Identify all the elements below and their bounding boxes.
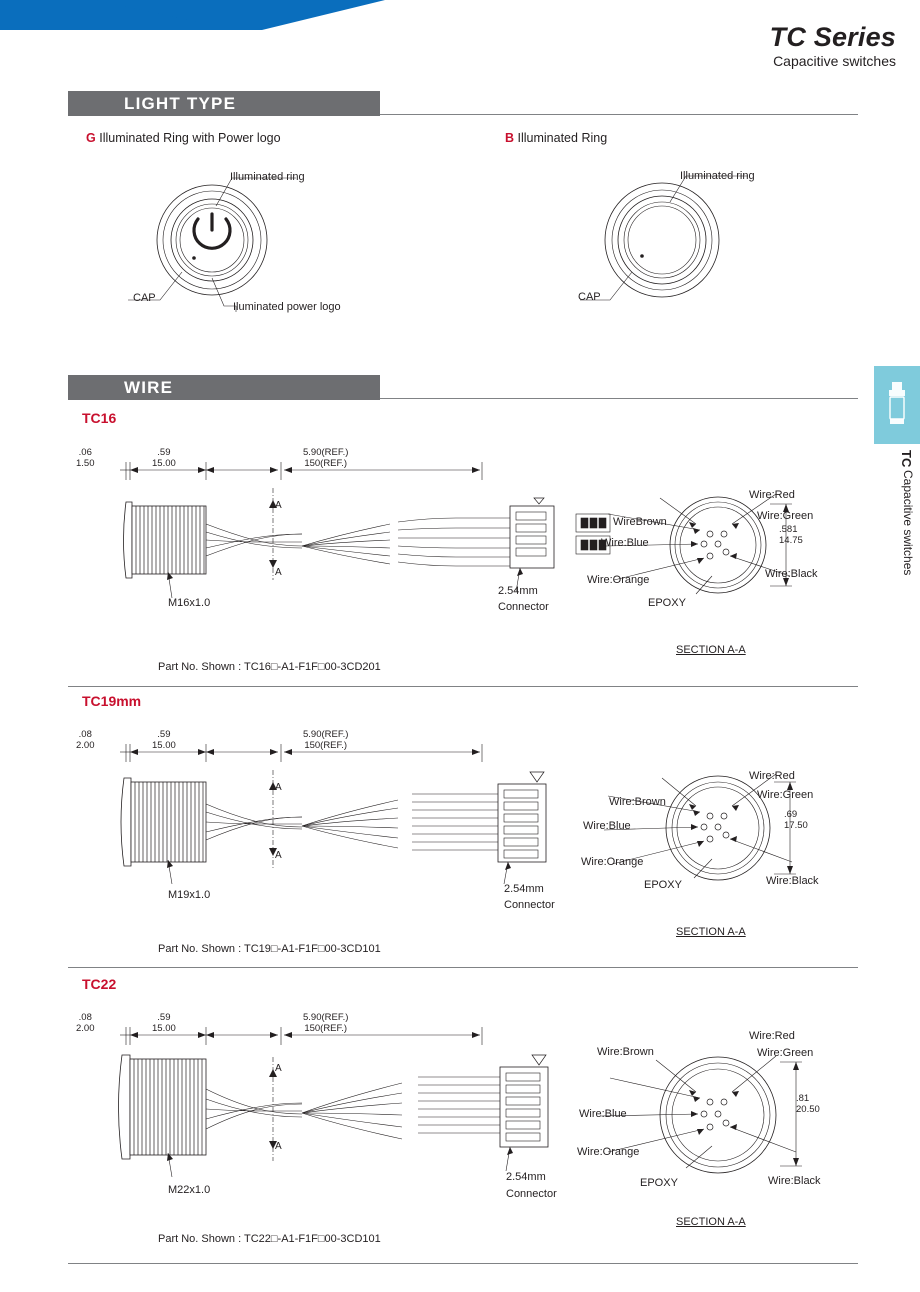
tc22-dim-left-mm: 2.00 xyxy=(76,1022,95,1034)
light-type-b-code: B xyxy=(505,131,515,145)
tc19-dim-left-mm: 2.00 xyxy=(76,739,95,751)
tc19-dim-wire-mm: 150(REF.) xyxy=(304,739,348,751)
tc16-wire-brown: WireBrown xyxy=(613,516,667,528)
tc22-connector-line2: Connector xyxy=(506,1188,557,1200)
tc19-diameter-inch: .69 xyxy=(784,809,798,820)
tc16-dim-thread-mm: 15.00 xyxy=(152,457,176,469)
tc16-side-view xyxy=(68,440,648,620)
light-type-b-callout-ring: Illuminated ring xyxy=(680,170,755,182)
tc16-epoxy-label: EPOXY xyxy=(648,597,686,609)
tc16-diameter-mm: 14.75 xyxy=(779,534,803,546)
tc19-connector-line2: Connector xyxy=(504,899,555,911)
tc16-dim-wire-inch: 5.90(REF.) xyxy=(303,447,349,458)
brand-block xyxy=(770,24,896,68)
tc19-section-label: SECTION A-A xyxy=(676,926,746,938)
light-type-g-heading xyxy=(86,131,281,145)
tc22-diameter xyxy=(796,1094,820,1116)
tc19-part-number: Part No. Shown : TC19□-A1-F1F□00-3CD101 xyxy=(158,943,381,955)
tc22-dim-thread-inch: .59 xyxy=(157,1012,171,1023)
light-type-b-drawing xyxy=(570,160,850,320)
tc16-section-mark-top: A xyxy=(275,500,282,511)
tc22-dim-left-inch: .08 xyxy=(78,1012,92,1023)
tc22-epoxy-label: EPOXY xyxy=(640,1177,678,1189)
tc22-connector-line1: 2.54mm xyxy=(506,1171,546,1183)
tc22-wire-orange: Wire:Orange xyxy=(577,1146,640,1158)
tc16-thread-label: M16x1.0 xyxy=(168,597,211,609)
light-type-b-heading xyxy=(505,131,607,145)
tc22-dim-wire-inch: 5.90(REF.) xyxy=(303,1012,349,1023)
tc22-diameter-inch: .81 xyxy=(796,1093,810,1104)
tc19-dim-thread-inch: .59 xyxy=(157,729,171,740)
tc16-section-label: SECTION A-A xyxy=(676,644,746,656)
tc16-wire-blue: Wire:Blue xyxy=(601,537,649,549)
switch-icon xyxy=(886,380,908,430)
tc19-diameter-mm: 17.50 xyxy=(784,819,808,831)
light-type-g-callout-logo: Iluminated power logo xyxy=(233,301,341,313)
tc19-thread-label: M19x1.0 xyxy=(168,889,211,901)
tc16-wire-red: Wire:Red xyxy=(749,489,795,501)
divider-3 xyxy=(68,1263,858,1264)
tc16-wire-black: Wire:Black xyxy=(765,568,818,580)
tc22-dim-wire-mm: 150(REF.) xyxy=(304,1022,348,1034)
tc22-wire-red: Wire:Red xyxy=(749,1030,795,1042)
divider-1 xyxy=(68,686,858,687)
side-tab xyxy=(874,366,920,444)
light-type-b-callout-cap: CAP xyxy=(578,291,601,303)
wire-block-model-tc19: TC19mm xyxy=(82,693,142,709)
section-title-wire: WIRE xyxy=(124,378,174,397)
tc19-side-view xyxy=(68,722,648,902)
tc22-section-view xyxy=(600,1040,900,1200)
tc19-dim-left-inch: .08 xyxy=(78,729,92,740)
light-type-b-name: Illuminated Ring xyxy=(517,131,608,145)
tc22-diameter-mm: 20.50 xyxy=(796,1103,820,1115)
light-type-g-code: G xyxy=(86,131,96,145)
tc19-diameter xyxy=(784,810,808,832)
tc16-dim-left-inch: .06 xyxy=(78,447,92,458)
tc22-wire-blue: Wire:Blue xyxy=(579,1108,627,1120)
section-rule-wire xyxy=(380,398,858,399)
wire-block-model-tc16: TC16 xyxy=(82,410,117,426)
tc22-thread-label: M22x1.0 xyxy=(168,1184,211,1196)
tc16-section-mark-bottom: A xyxy=(275,567,282,578)
brand-title: TC Series xyxy=(769,22,896,52)
light-type-g-drawing xyxy=(120,160,400,320)
tc22-section-mark-top: A xyxy=(275,1063,282,1074)
tc22-section-label: SECTION A-A xyxy=(676,1216,746,1228)
brand-subtitle: Capacitive switches xyxy=(773,53,896,69)
section-rule-light-type xyxy=(380,114,858,115)
tc16-dim-left-mm: 1.50 xyxy=(76,457,95,469)
tc19-wire-blue: Wire:Blue xyxy=(583,820,631,832)
tc19-wire-black: Wire:Black xyxy=(766,875,819,887)
light-type-g-callout-ring: Illuminated ring xyxy=(230,171,305,183)
tc22-wire-black: Wire:Black xyxy=(768,1175,821,1187)
tc19-wire-green: Wire:Green xyxy=(757,789,814,801)
tc19-epoxy-label: EPOXY xyxy=(644,879,682,891)
tc22-part-number: Part No. Shown : TC22□-A1-F1F□00-3CD101 xyxy=(158,1233,381,1245)
tc19-wire-orange: Wire:Orange xyxy=(581,856,644,868)
tc16-wire-orange: Wire:Orange xyxy=(587,574,650,586)
tc19-section-mark-top: A xyxy=(275,782,282,793)
tc16-section-view xyxy=(600,480,900,630)
tc22-wire-green: Wire:Green xyxy=(757,1047,814,1059)
side-tab-sublabel: Capacitive switches xyxy=(901,470,915,576)
tc16-wire-green: Wire:Green xyxy=(757,510,814,522)
tc16-connector-line2: Connector xyxy=(498,601,549,613)
tc16-connector-line1: 2.54mm xyxy=(498,585,538,597)
section-bar-wire xyxy=(68,375,380,400)
tc22-section-mark-bottom: A xyxy=(275,1141,282,1152)
side-tab-label: TC xyxy=(899,450,914,468)
section-title-light-type: LIGHT TYPE xyxy=(124,94,237,113)
tc19-dim-wire-inch: 5.90(REF.) xyxy=(303,729,349,740)
wire-block-model-tc22: TC22 xyxy=(82,976,117,992)
tc19-section-mark-bottom: A xyxy=(275,850,282,861)
light-type-g-name: Illuminated Ring with Power logo xyxy=(99,131,281,145)
section-bar-light-type xyxy=(68,91,380,116)
light-type-g-callout-cap: CAP xyxy=(133,292,156,304)
tc19-wire-brown: Wire:Brown xyxy=(609,796,666,808)
tc16-dim-thread-inch: .59 xyxy=(157,447,171,458)
tc16-diameter-inch: .581 xyxy=(779,524,798,535)
tc16-dim-wire-mm: 150(REF.) xyxy=(304,457,348,469)
tc19-wire-red: Wire:Red xyxy=(749,770,795,782)
tc16-part-number: Part No. Shown : TC16□-A1-F1F□00-3CD201 xyxy=(158,661,381,673)
divider-2 xyxy=(68,967,858,968)
tc16-diameter xyxy=(779,525,803,547)
tc19-dim-thread-mm: 15.00 xyxy=(152,739,176,751)
tc22-wire-brown: Wire:Brown xyxy=(597,1046,654,1058)
tc22-dim-thread-mm: 15.00 xyxy=(152,1022,176,1034)
tc19-connector-line1: 2.54mm xyxy=(504,883,544,895)
tc22-side-view xyxy=(68,1005,648,1195)
